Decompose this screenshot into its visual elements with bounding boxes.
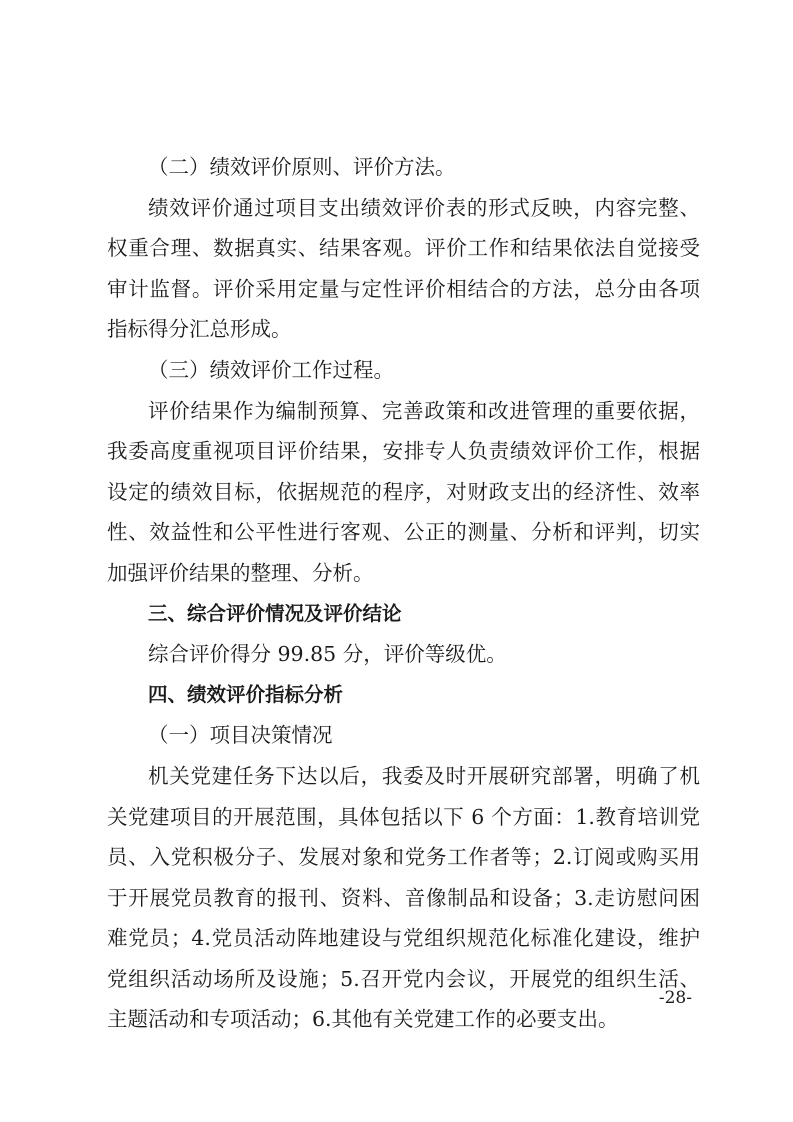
paragraph-line: 评价结果作为编制预算、完善政策和改进管理的重要依据， [148,398,700,423]
page-number: -28- [658,988,692,1008]
paragraph-line: 绩效评价通过项目支出绩效评价表的形式反映，内容完整、 [148,195,700,220]
paragraph-line: 党组织活动场所及设施；5.召开党内会议，开展党的组织生活、 [107,966,700,991]
paragraph-line: 机关党建任务下达以后，我委及时开展研究部署，明确了机 [148,763,700,788]
subheading-principles: （二）绩效评价原则、评价方法。 [148,155,456,179]
section-heading-conclusion: 三、综合评价情况及评价结论 [148,601,402,625]
paragraph-line: 关党建项目的开展范围，具体包括以下 6 个方面：1.教育培训党 [107,804,700,829]
paragraph-line: 员、入党积极分子、发展对象和党务工作者等；2.订阅或购买用 [107,845,700,870]
section-heading-indicators: 四、绩效评价指标分析 [148,682,344,706]
paragraph-line: 指标得分汇总形成。 [107,317,292,342]
paragraph-line: 综合评价得分 99.85 分，评价等级优。 [148,642,507,667]
paragraph-line: 设定的绩效目标，依据规范的程序，对财政支出的经济性、效率 [107,479,700,504]
paragraph-line: 难党员；4.党员活动阵地建设与党组织规范化标准化建设，维护 [107,926,700,951]
paragraph-line: 于开展党员教育的报刊、资料、音像制品和设备；3.走访慰问困 [107,885,700,910]
subheading-decision: （一）项目决策情况 [148,723,333,748]
paragraph-line: 性、效益性和公平性进行客观、公正的测量、分析和评判，切实 [107,520,700,545]
subheading-process: （三）绩效评价工作过程。 [148,357,394,382]
paragraph-line: 审计监督。评价采用定量与定性评价相结合的方法，总分由各项 [107,276,700,301]
paragraph-line: 加强评价结果的整理、分析。 [107,560,374,585]
paragraph-line: 主题活动和专项活动；6.其他有关党建工作的必要支出。 [107,1007,619,1032]
paragraph-line: 权重合理、数据真实、结果客观。评价工作和结果依法自觉接受 [107,236,700,261]
body-text [107,147,700,1040]
paragraph-line: 我委高度重视项目评价结果，安排专人负责绩效评价工作，根据 [107,439,700,464]
